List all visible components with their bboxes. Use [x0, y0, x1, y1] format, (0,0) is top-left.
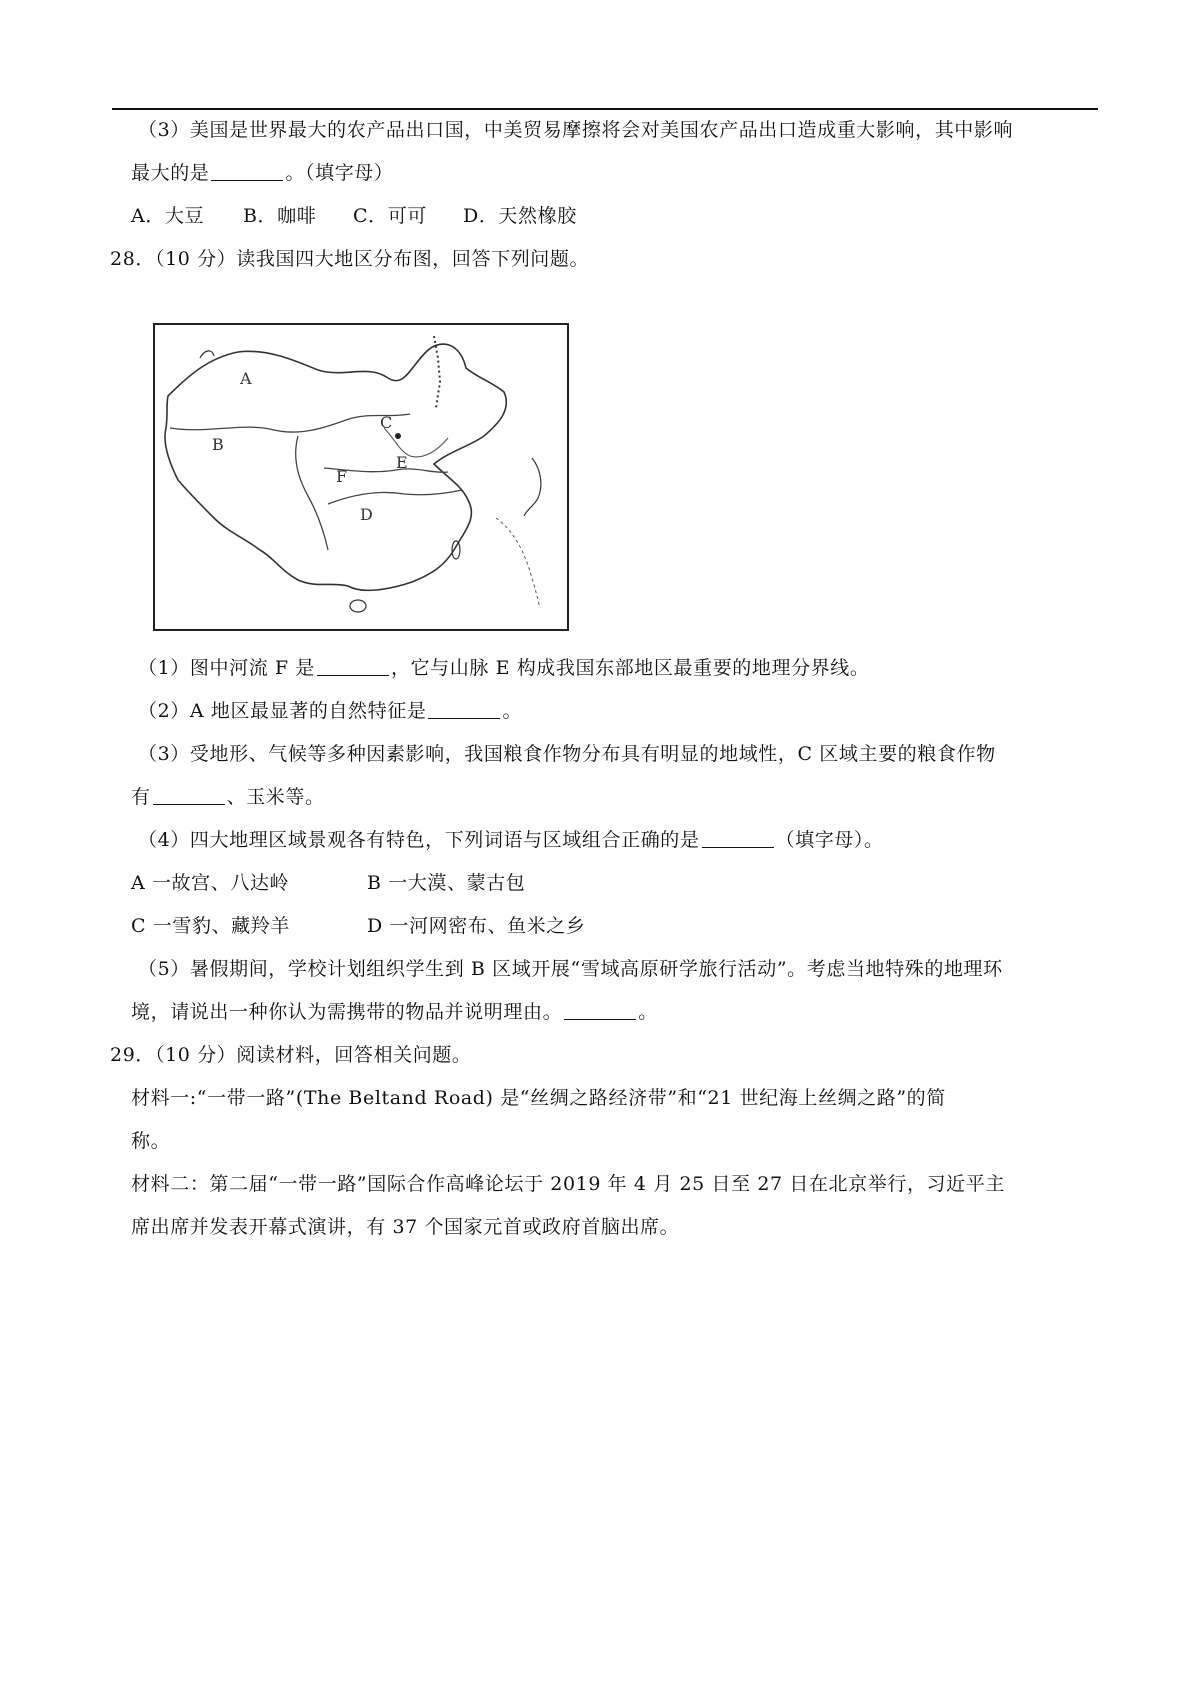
q28-part3-line1: （3）受地形、气候等多种因素影响，我国粮食作物分布具有明显的地域性，C 区域主要的粮食作物: [138, 743, 996, 765]
q28-part4: （4）四大地理区域景观各有特色，下列词语与区域组合正确的是 （填字母）。: [138, 829, 884, 851]
q27-part3-line1: （3）美国是世界最大的农产品出口国，中美贸易摩擦将会对美国农产品出口造成重大影响，其中影响: [138, 119, 1014, 141]
map-figure: [148, 318, 576, 638]
lake-outline: [200, 351, 214, 358]
map-label-c: C: [380, 413, 393, 432]
answer-blank[interactable]: [153, 784, 225, 805]
answer-blank[interactable]: [564, 999, 636, 1020]
answer-blank[interactable]: [317, 655, 389, 676]
boundary-line-northeast: [434, 336, 440, 408]
option-d: D．天然橡胶: [463, 205, 577, 227]
q28-part4-options-row2: [131, 913, 585, 939]
q29-material2-line2: 席出席并发表开幕式演讲，有 37 个国家元首或政府首脑出席。: [131, 1216, 680, 1238]
q27-part3-line2: 最大的是 。（填字母）: [131, 162, 394, 184]
japan-outline: [524, 458, 541, 516]
q29-title: 29．（10 分）阅读材料，回答相关问题。: [110, 1044, 472, 1066]
map-frame: [154, 324, 568, 630]
option-b: B．咖啡: [243, 205, 317, 227]
q28-part5-line2: 境，请说出一种你认为需携带的物品并说明理由。 。: [131, 1001, 658, 1023]
answer-blank[interactable]: [702, 827, 774, 848]
header-rule: [112, 108, 1098, 110]
map-label-b: B: [212, 435, 224, 454]
coast-outline: [496, 518, 540, 608]
q27-options: [131, 203, 577, 229]
region-boundary-c: [384, 428, 448, 457]
q28-title: 28．（10 分）读我国四大地区分布图，回答下列问题。: [110, 248, 590, 270]
q28-part2: （2）A 地区最显著的自然特征是 。: [138, 700, 523, 722]
option-c: C．可可: [353, 205, 427, 227]
option-d: D 一河网密布、鱼米之乡: [367, 915, 586, 937]
option-c: C 一雪豹、藏羚羊: [131, 915, 290, 937]
region-boundary-north: [170, 414, 410, 432]
option-b: B 一大漠、蒙古包: [367, 872, 526, 894]
map-label-e: E: [396, 453, 408, 472]
river-huai: [328, 490, 462, 504]
hainan-island: [350, 600, 366, 612]
q29-material1-line1: 材料一:“一带一路”(The Beltand Road) 是“丝绸之路经济带”和“21 世纪海上丝绸之路”的简: [131, 1087, 946, 1109]
q28-part5-line1: （5）暑假期间，学校计划组织学生到 B 区域开展“雪域高原研学旅行活动”。考虑当地特殊的地理环: [138, 958, 1003, 980]
map-label-f: F: [336, 467, 348, 486]
option-a: A 一故宫、八达岭: [131, 872, 290, 894]
q28-part3-line2: 有 、玉米等。: [131, 786, 325, 808]
answer-blank[interactable]: [211, 160, 283, 181]
q29-material2-line1: 材料二：第二届“一带一路”国际合作高峰论坛于 2019 年 4 月 25 日至 27 日在北京举行，习近平主: [131, 1173, 1005, 1195]
map-label-d: D: [360, 505, 373, 524]
option-a: A．大豆: [131, 205, 205, 227]
q28-part4-options-row1: [131, 870, 525, 896]
map-label-a: A: [240, 369, 252, 388]
q29-material1-line2: 称。: [131, 1130, 171, 1152]
china-four-regions-map: [148, 318, 576, 638]
answer-blank[interactable]: [428, 698, 500, 719]
region-boundary-west: [296, 436, 328, 550]
q28-part1: （1）图中河流 F 是 ，它与山脉 E 构成我国东部地区最重要的地理分界线。: [138, 657, 870, 679]
beijing-dot: [395, 433, 401, 439]
